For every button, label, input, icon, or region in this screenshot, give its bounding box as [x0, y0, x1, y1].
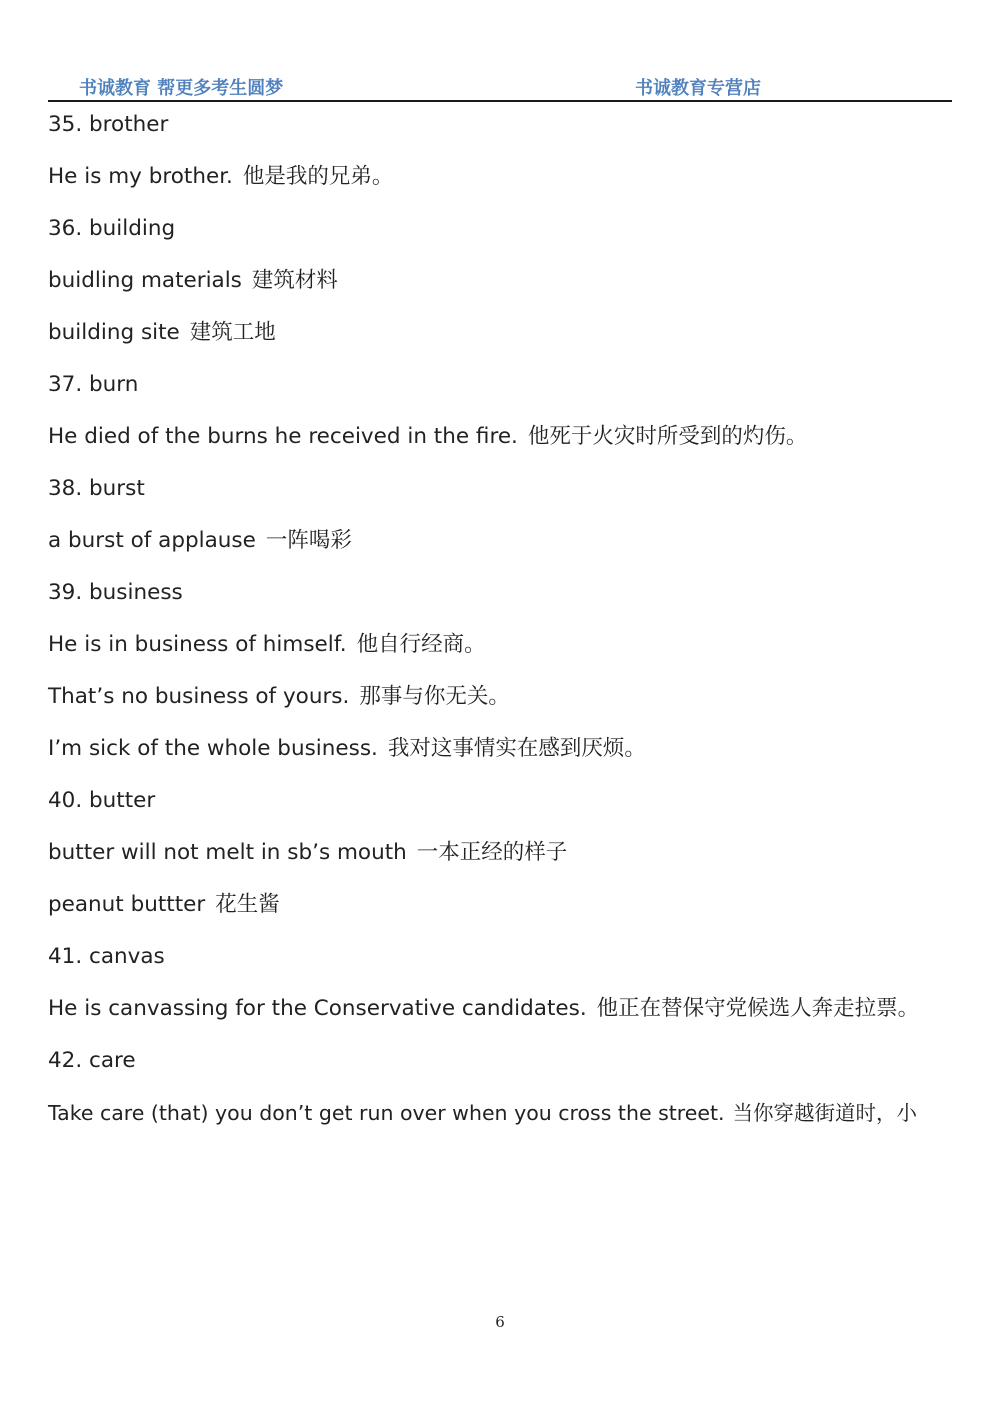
entry-burn [48, 371, 958, 451]
page-header [48, 70, 952, 102]
vocabulary-list [48, 111, 958, 1151]
entry-heading: 37. burn [48, 372, 139, 397]
example-chinese: 花生酱 [215, 892, 280, 917]
example-chinese: 他是我的兄弟。 [242, 164, 394, 189]
example-chinese: 他死于火灾时所受到的灼伤。 [527, 424, 808, 449]
example-english: He died of the burns he received in the fire. [48, 424, 518, 449]
entry-canvas [48, 943, 958, 1023]
example-chinese: 一阵喝彩 [265, 528, 352, 553]
header-left-text: 书诚教育 帮更多考生圆梦 [79, 78, 284, 99]
example-english: He is canvassing for the Conservative candidates. [48, 996, 587, 1021]
example-line [48, 527, 958, 555]
entry-heading: 36. building [48, 216, 176, 241]
entry-business [48, 579, 958, 763]
example-english: peanut buttter [48, 892, 206, 917]
example-chinese: 当你穿越街道时，小 [732, 1101, 918, 1125]
example-chinese: 建筑材料 [251, 268, 338, 293]
example-line [48, 423, 958, 451]
example-english: I’m sick of the whole business. [48, 736, 378, 761]
example-english: a burst of applause [48, 528, 256, 553]
entry-burst [48, 475, 958, 555]
example-line [48, 735, 958, 763]
example-english: butter will not melt in sb’s mouth [48, 840, 407, 865]
example-line [48, 891, 958, 919]
example-line [48, 839, 958, 867]
example-chinese: 他自行经商。 [356, 632, 486, 657]
example-line [48, 683, 958, 711]
example-english: He is in business of himself. [48, 632, 347, 657]
example-chinese: 那事与你无关。 [359, 684, 510, 709]
example-english: That’s no business of yours. [48, 684, 350, 709]
example-english: building site [48, 320, 180, 345]
entry-heading: 38. burst [48, 476, 145, 501]
example-chinese: 我对这事情实在感到厌烦。 [387, 736, 646, 761]
entry-heading: 41. canvas [48, 944, 165, 969]
example-line [48, 1099, 958, 1127]
entry-brother [48, 111, 958, 191]
example-line [48, 319, 958, 347]
example-chinese: 一本正经的样子 [416, 840, 568, 865]
example-line [48, 163, 958, 191]
page-number: 6 [495, 1313, 505, 1331]
example-line [48, 631, 958, 659]
example-english: Take care (that) you don’t get run over when you cross the street. [48, 1101, 725, 1125]
example-english: He is my brother. [48, 164, 233, 189]
header-right-text: 书诚教育专营店 [635, 78, 761, 99]
entry-heading: 42. care [48, 1048, 136, 1073]
entry-heading: 35. brother [48, 112, 169, 137]
example-chinese: 建筑工地 [189, 320, 276, 345]
example-english: buidling materials [48, 268, 242, 293]
example-line [48, 267, 958, 295]
example-line [48, 995, 958, 1023]
entry-heading: 39. business [48, 580, 183, 605]
example-chinese: 他正在替保守党候选人奔走拉票。 [596, 996, 920, 1021]
entry-butter [48, 787, 958, 919]
entry-heading: 40. butter [48, 788, 156, 813]
entry-building [48, 215, 958, 347]
entry-care [48, 1047, 958, 1127]
